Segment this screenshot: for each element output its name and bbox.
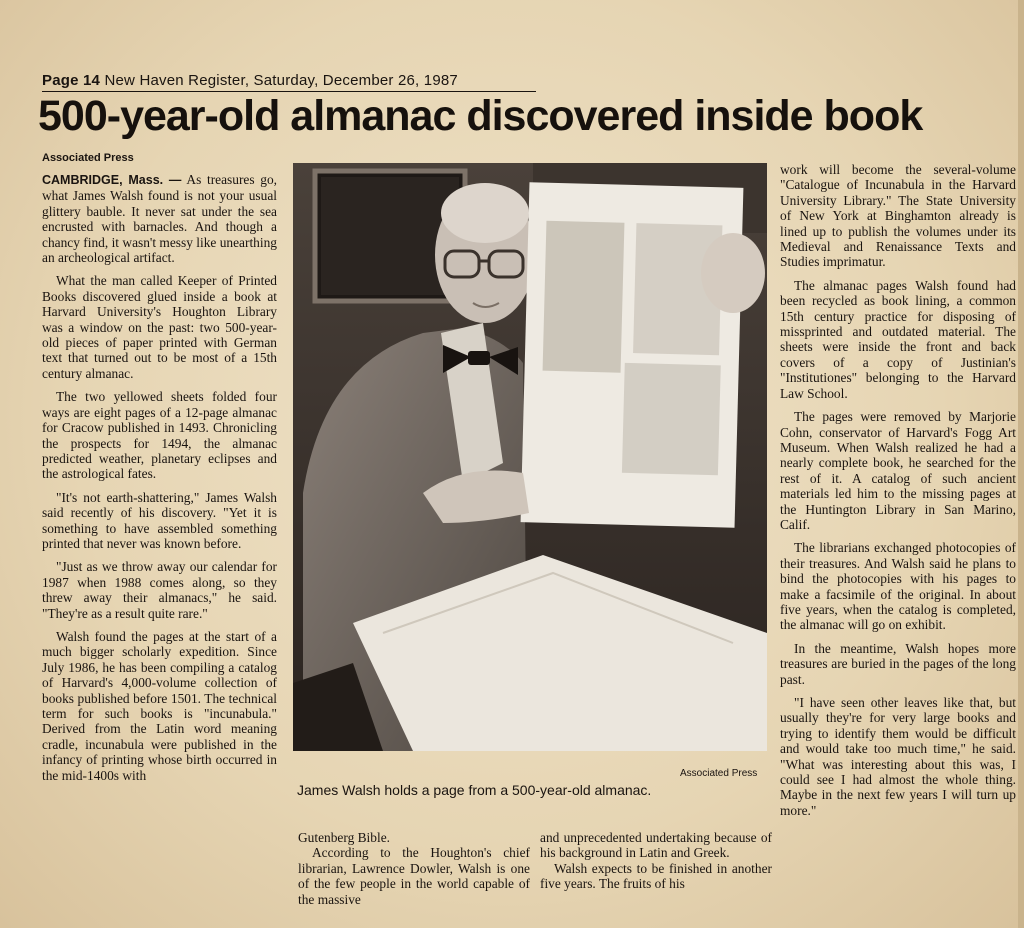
paragraph-4: "It's not earth-shattering," James Walsh said recently of his discovery. "Yet it is something to have assembled something printed that never was known before. bbox=[42, 489, 277, 551]
article-column-right bbox=[780, 162, 1016, 826]
article-column-middle-2 bbox=[540, 830, 772, 892]
article-column-left bbox=[42, 172, 277, 791]
folio-publication-date: New Haven Register, Saturday, December 26, 1987 bbox=[104, 72, 458, 89]
photo-caption: James Walsh holds a page from a 500-year-old almanac. bbox=[297, 782, 652, 798]
photo-illustration bbox=[293, 163, 767, 751]
paragraph-r4: The librarians exchanged photocopies of their treasures. And Walsh said he plans to bind the photocopies with his pages to make a facsimile of the original. In about five years, when the catalog is completed, the almanac will go on exhibit. bbox=[780, 540, 1016, 633]
paragraph-7c: and unprecedented undertaking because of his background in Latin and Greek. bbox=[540, 830, 772, 861]
paragraph-7a: Gutenberg Bible. bbox=[298, 830, 390, 845]
page-number: Page 14 bbox=[42, 72, 101, 89]
paragraph-r5: In the meantime, Walsh hopes more treasures are buried in the pages of the long past. bbox=[780, 640, 1016, 687]
paragraph-6: Walsh found the pages at the start of a much bigger scholarly expedition. Since July 1986, he has been compiling a catalog of Harvard's 4,000-volume collection of books published before 1501. The technical term for such books is "incunabula." Derived from the Latin word meaning cradle, incunabula were published in the infancy of printing whose birth occurred in the mid-1400s with bbox=[42, 628, 277, 783]
byline: Associated Press bbox=[42, 152, 134, 164]
paragraph-r3: The pages were removed by Marjorie Cohn, conservator of Harvard's Fogg Art Museum. When Walsh realized he had a nearly complete book, he searched for the rest of it. A catalog of such ancient materials led him to the missing pages at the Huntington Library in San Marino, Calif. bbox=[780, 409, 1016, 532]
paragraph-r2: The almanac pages Walsh found had been recycled as book lining, a common 15th century practice for disposing of missprinted and outdated material. The sheets were inside the front and back covers of a copy of Justinian's "Institutiones" belonging to the Harvard Law School. bbox=[780, 277, 1016, 401]
paragraph-2: What the man called Keeper of Printed Books discovered glued inside a book at Harvard University's Houghton Library was a window on the past: two 500-year-old pieces of paper printed with German text that turned out to be most of a 15th century almanac. bbox=[42, 273, 277, 381]
folio-line bbox=[42, 72, 536, 92]
paragraph-1 bbox=[42, 172, 277, 265]
paragraph-5: "Just as we throw away our calendar for 1987 when 1988 comes along, so they threw away their almanacs," he said. "They're as a result quite rare." bbox=[42, 559, 277, 621]
paragraph-r6: "I have seen other leaves like that, but usually they're for very large books and trying to identify them would be difficult and would take too much time," he said. "What was interesting about this was, I could see I had almost the whole thing. Maybe in the next few years I will turn up more." bbox=[780, 695, 1016, 818]
paragraph-7b: According to the Houghton's chief librarian, Lawrence Dowler, Walsh is one of the few people in the world capable of the massive bbox=[298, 845, 530, 907]
dateline: CAMBRIDGE, Mass. — bbox=[42, 173, 182, 187]
paragraph-1-text: As treasures go, what James Walsh found is not your usual glittery bauble. It never sat under the sea encrusted with barnacles. And though a chancy find, it wasn't messy like unearthing an archeological artifact. bbox=[42, 172, 278, 266]
article-column-middle-1 bbox=[298, 830, 530, 907]
headline: 500-year-old almanac discovered inside book bbox=[38, 92, 923, 140]
photo-credit: Associated Press bbox=[680, 768, 758, 779]
paragraph-8: Walsh expects to be finished in another five years. The fruits of his bbox=[540, 860, 772, 892]
paragraph-3: The two yellowed sheets folded four ways are eight pages of a 12-page almanac for Cracow published in 1493. Chronicling the prospects for 1494, the almanac predicted weather, planetary eclipses and the astrological fates. bbox=[42, 389, 277, 482]
news-photo bbox=[293, 163, 767, 751]
paragraph-r1: work will become the several-volume "Catalogue of Incunabula in the Harvard University Library." The State University of New York at Binghamton already is lined up to publish the volumes under its Medieval and Renaissance Texts and Studies imprimatur. bbox=[780, 162, 1016, 270]
